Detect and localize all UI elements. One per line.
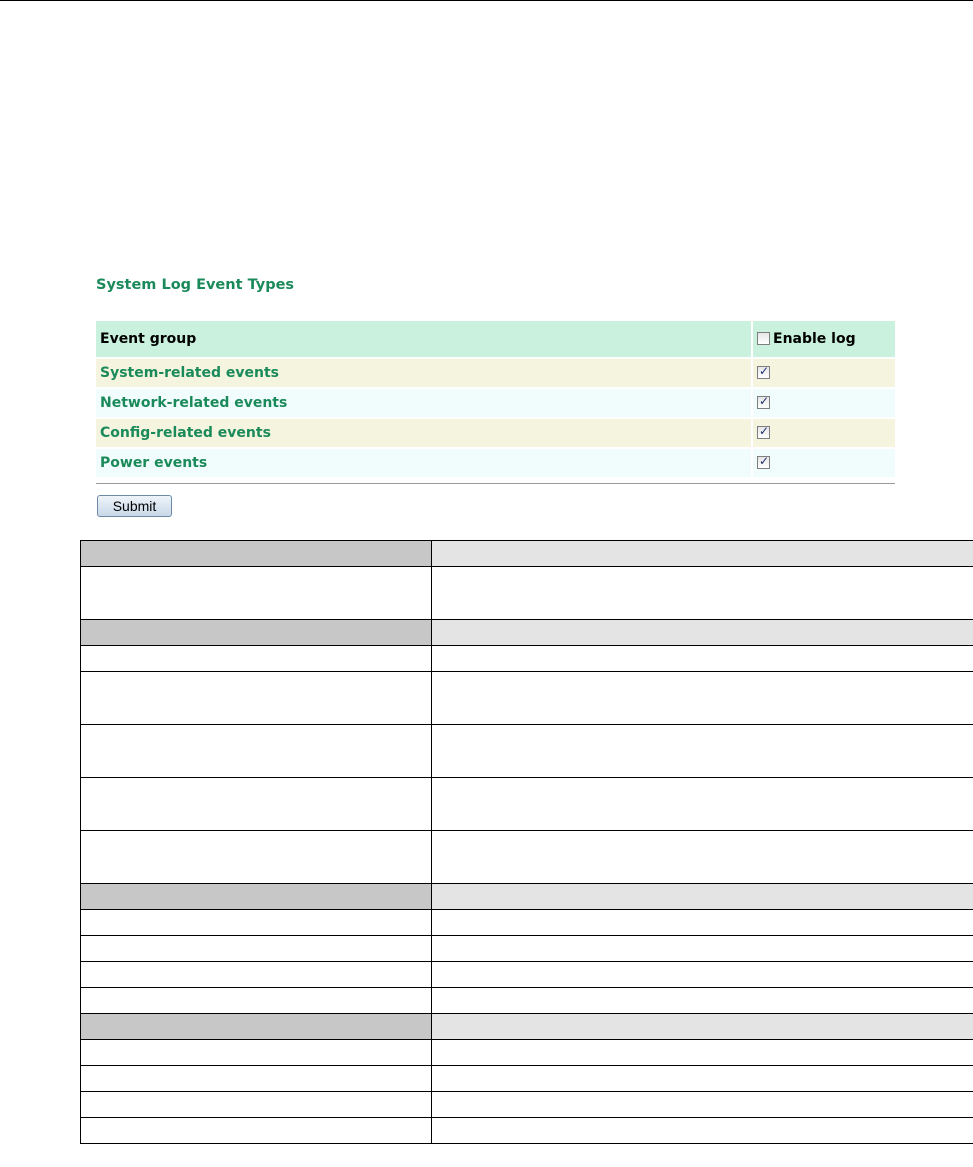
table-row — [81, 725, 973, 778]
table-cell-right — [432, 778, 973, 831]
event-row-network — [96, 389, 895, 417]
table-row — [81, 1040, 973, 1066]
event-row-power — [96, 449, 895, 477]
table-row — [81, 646, 973, 672]
event-table-header — [96, 321, 895, 357]
event-group-heading: Event group — [96, 321, 753, 357]
event-row-config — [96, 419, 895, 447]
table-row — [81, 778, 973, 831]
event-row-system — [96, 359, 895, 387]
table-cell-right — [432, 1092, 973, 1118]
table-section-row — [81, 541, 973, 567]
panel-title: System Log Event Types — [96, 277, 295, 293]
table-cell-right — [432, 567, 973, 620]
table-cell-right — [432, 672, 973, 725]
table-cell-left — [81, 988, 432, 1014]
event-toggle-cell — [753, 419, 895, 447]
table-section-row — [81, 884, 973, 910]
table-cell-right — [432, 725, 973, 778]
event-toggle-cell — [753, 449, 895, 477]
table-cell-left — [81, 1092, 432, 1118]
event-label-config: Config-related events — [96, 419, 753, 447]
table-cell-right — [432, 884, 973, 910]
table-cell-left — [81, 778, 432, 831]
table-cell-left — [81, 646, 432, 672]
submit-button[interactable]: Submit — [97, 495, 172, 517]
table-cell-left — [81, 725, 432, 778]
table-cell-left — [81, 1118, 432, 1144]
table-cell-left — [81, 936, 432, 962]
table-cell-left — [81, 884, 432, 910]
description-table-body — [81, 541, 973, 1144]
table-cell-right — [432, 541, 973, 567]
table-cell-right — [432, 988, 973, 1014]
enable-log-cell — [753, 321, 895, 357]
event-label-power: Power events — [96, 449, 753, 477]
check-icon: ✓ — [759, 364, 770, 378]
table-row — [81, 672, 973, 725]
check-icon: ✓ — [759, 424, 770, 438]
system-events-checkbox[interactable] — [757, 366, 770, 379]
check-icon: ✓ — [759, 454, 770, 468]
table-row — [81, 567, 973, 620]
table-cell-right — [432, 831, 973, 884]
check-icon: ✓ — [759, 394, 770, 408]
table-cell-right — [432, 936, 973, 962]
table-cell-left — [81, 962, 432, 988]
table-row — [81, 1092, 973, 1118]
table-section-row — [81, 620, 973, 646]
event-types-table — [96, 319, 895, 479]
table-cell-right — [432, 962, 973, 988]
table-cell-right — [432, 1014, 973, 1040]
table-cell-right — [432, 910, 973, 936]
table-row — [81, 1066, 973, 1092]
table-cell-left — [81, 1040, 432, 1066]
power-events-checkbox[interactable] — [757, 456, 770, 469]
table-row — [81, 962, 973, 988]
event-toggle-cell — [753, 359, 895, 387]
table-row — [81, 936, 973, 962]
table-row — [81, 1118, 973, 1144]
table-cell-left — [81, 1066, 432, 1092]
enable-log-label: Enable log — [773, 331, 856, 347]
table-row — [81, 988, 973, 1014]
table-cell-left — [81, 831, 432, 884]
table-section-row — [81, 1014, 973, 1040]
table-cell-right — [432, 1118, 973, 1144]
table-cell-left — [81, 910, 432, 936]
table-cell-right — [432, 1066, 973, 1092]
table-bottom-rule — [96, 483, 895, 484]
table-cell-left — [81, 620, 432, 646]
config-events-checkbox[interactable] — [757, 426, 770, 439]
table-cell-left — [81, 672, 432, 725]
event-toggle-cell — [753, 389, 895, 417]
table-cell-left — [81, 1014, 432, 1040]
description-table — [80, 540, 973, 1144]
enable-log-checkbox[interactable] — [757, 332, 770, 345]
table-cell-right — [432, 646, 973, 672]
table-cell-right — [432, 1040, 973, 1066]
event-label-system: System-related events — [96, 359, 753, 387]
table-cell-left — [81, 541, 432, 567]
event-label-network: Network-related events — [96, 389, 753, 417]
table-row — [81, 910, 973, 936]
network-events-checkbox[interactable] — [757, 396, 770, 409]
table-row — [81, 831, 973, 884]
table-cell-right — [432, 620, 973, 646]
table-cell-left — [81, 567, 432, 620]
page-top-rule — [0, 0, 973, 1]
